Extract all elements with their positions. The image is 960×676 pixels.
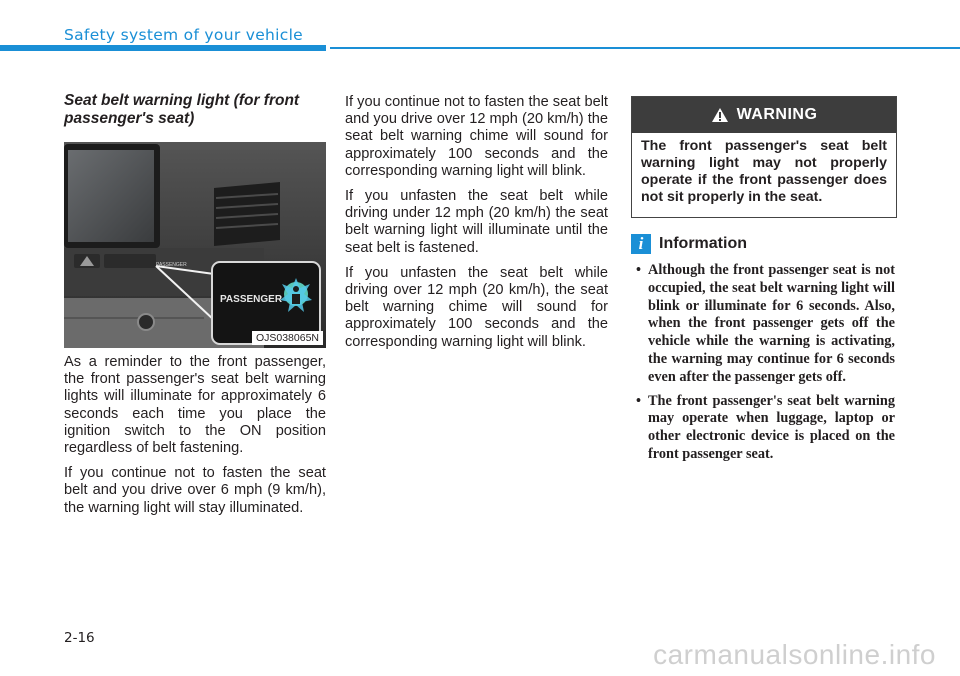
list-item-text: Although the front passenger seat is not occupied, the seat belt warning light will blink or illuminate for 6 seconds. Also, when the front passenger gets off the vehicle while the warning is activating, the warning may continue for 6 seconds even after the passenger gets off. bbox=[648, 262, 895, 385]
column-left-text bbox=[64, 354, 326, 525]
section-title: Seat belt warning light (for front passenger's seat) bbox=[64, 92, 300, 127]
column-middle-text bbox=[345, 94, 608, 359]
list-item bbox=[636, 393, 895, 464]
info-icon: i bbox=[631, 234, 651, 254]
information-title: Information bbox=[659, 235, 747, 252]
dashboard-illustration bbox=[64, 142, 326, 348]
warning-title: WARNING bbox=[736, 106, 818, 123]
information-header bbox=[631, 234, 747, 254]
figure-caption: OJS038065N bbox=[252, 331, 323, 345]
paragraph: If you unfasten the seat belt while driving over 12 mph (20 km/h), the seat belt warning chime will sound for approximately 100 seconds and the corresponding warning light will blink. bbox=[345, 264, 608, 350]
warning-body: The front passenger's seat belt warning light may not properly operate if the front passenger does not sit properly in the seat. bbox=[641, 138, 887, 205]
list-item bbox=[636, 262, 895, 387]
page-number: 2-16 bbox=[64, 630, 95, 646]
header-rule-thin bbox=[330, 47, 960, 49]
paragraph: As a reminder to the front passenger, the front passenger's seat belt warning lights will illuminate for approximately 6 seconds each time you place the ignition switch to the ON position regardless of belt fastening. bbox=[64, 354, 326, 457]
paragraph: If you unfasten the seat belt while driving under 12 mph (20 km/h) the seat belt warning light will illuminate until the seat belt is fastened. bbox=[345, 188, 608, 256]
watermark: carmanualsonline.info bbox=[653, 639, 936, 670]
section-header-title: Safety system of your vehicle bbox=[64, 26, 304, 44]
information-list bbox=[636, 262, 895, 470]
bullet: • bbox=[636, 392, 642, 409]
warning-header bbox=[632, 97, 896, 133]
dashboard-figure bbox=[64, 142, 326, 348]
bullet: • bbox=[636, 262, 642, 278]
warning-box bbox=[631, 96, 897, 218]
paragraph: If you continue not to fasten the seat belt and you drive over 12 mph (20 km/h) the seat belt warning chime will sound for approximately 100 seconds and the corresponding warning light will blink. bbox=[345, 94, 608, 179]
paragraph: If you continue not to fasten the seat belt and you drive over 6 mph (9 km/h), the warning light will stay illuminated. bbox=[64, 465, 326, 516]
warning-triangle-icon bbox=[711, 107, 729, 123]
passenger-label-large: PASSENGER bbox=[220, 294, 283, 305]
list-item-text: The front passenger's seat belt warning may operate when luggage, laptop or other electronic device is placed on the front passenger seat. bbox=[648, 392, 895, 462]
passenger-label-small: PASSENGER bbox=[156, 262, 187, 268]
header-rule-thick bbox=[0, 45, 326, 51]
